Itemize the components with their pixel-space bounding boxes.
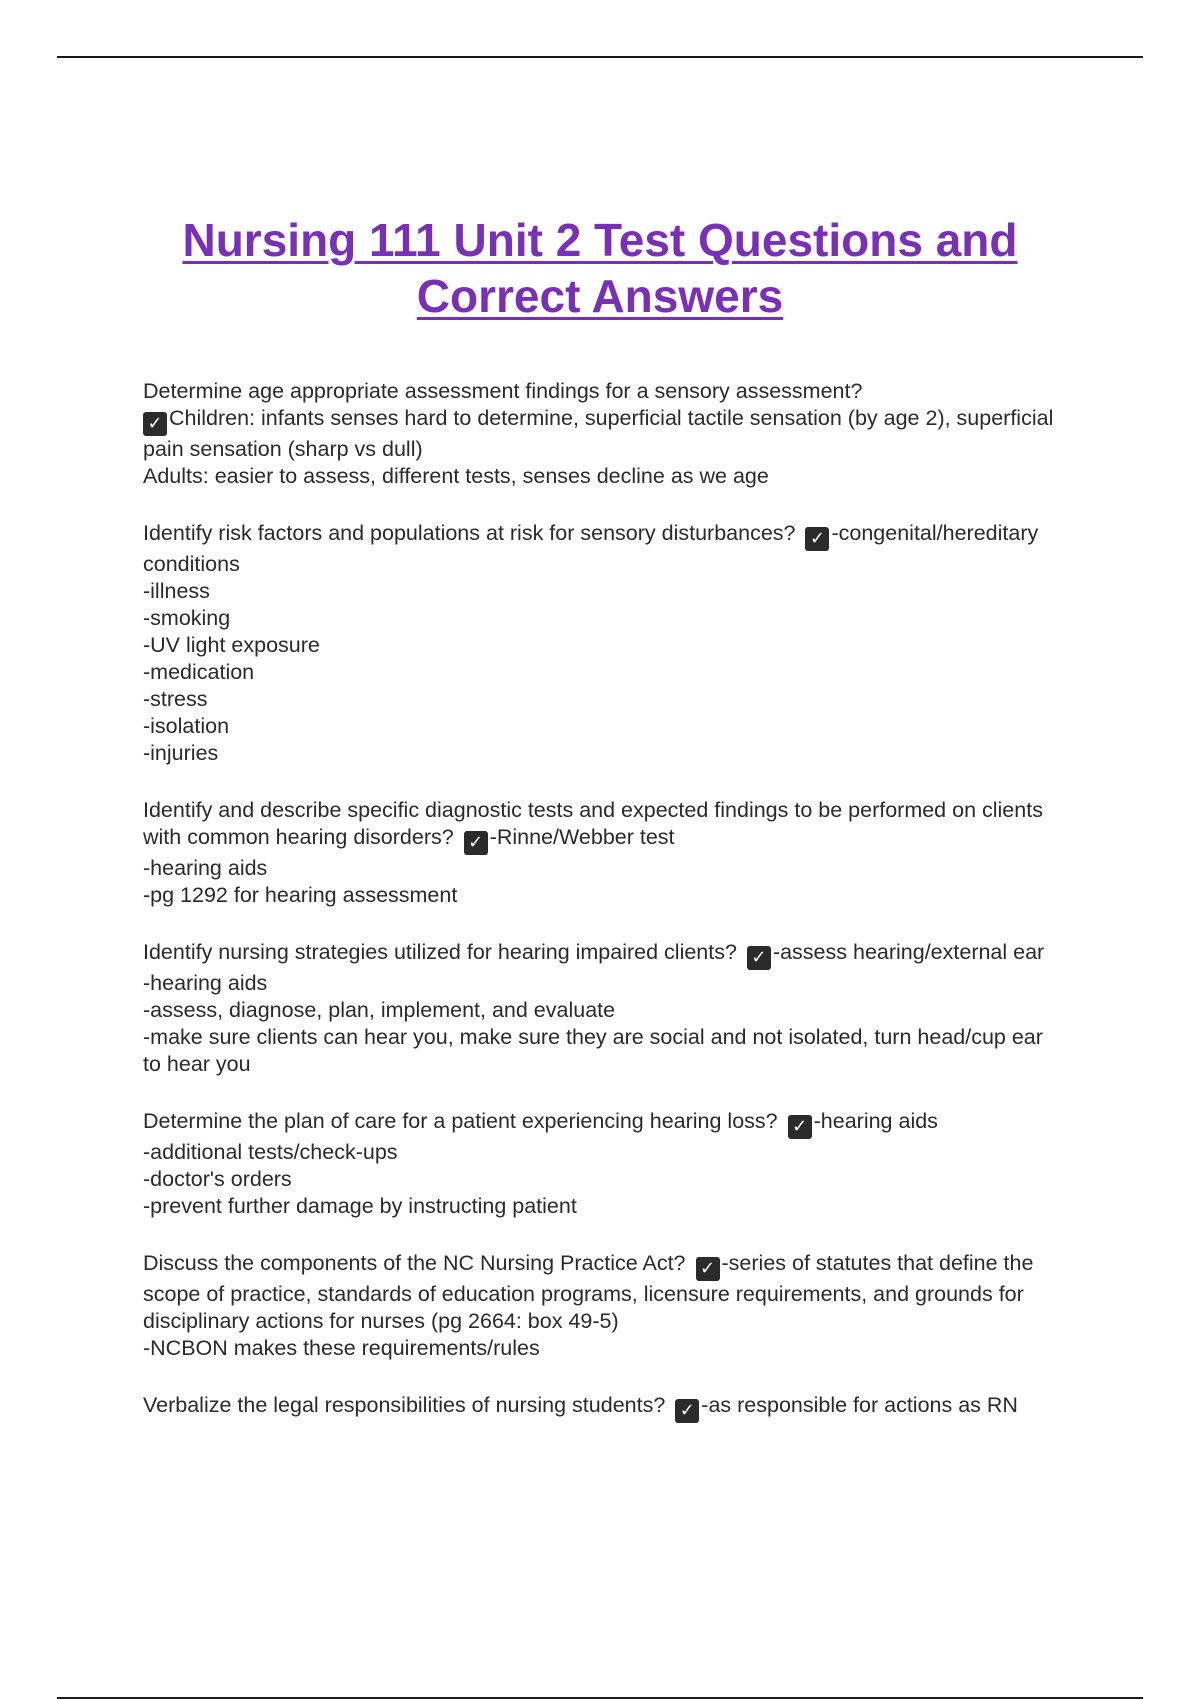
answer-line: -doctor's orders bbox=[143, 1167, 292, 1191]
question-text: Determine age appropriate assessment findings for a sensory assessment? bbox=[143, 379, 863, 403]
qa-item bbox=[143, 1108, 1063, 1220]
top-rule bbox=[57, 56, 1143, 58]
answer-line: -hearing aids bbox=[143, 856, 268, 880]
qa-text-line bbox=[143, 939, 1063, 970]
bottom-rule bbox=[57, 1697, 1143, 1699]
question-text: Identify risk factors and populations at risk for sensory disturbances? bbox=[143, 521, 796, 545]
qa-list bbox=[143, 378, 1063, 1453]
qa-text-line bbox=[143, 520, 1063, 578]
answer-line: -assess, diagnose, plan, implement, and evaluate bbox=[143, 998, 616, 1022]
qa-item bbox=[143, 520, 1063, 767]
document-title: Nursing 111 Unit 2 Test Questions and Correct Answers bbox=[182, 214, 1018, 322]
answer-line: Adults: easier to assess, different tests, senses decline as we age bbox=[143, 464, 769, 488]
answer-text-line bbox=[143, 405, 1063, 463]
answer-text: Children: infants senses hard to determine, superficial tactile sensation (by age 2), superficial pain sensation (sharp vs dull) bbox=[143, 406, 1054, 461]
qa-item bbox=[143, 1392, 1063, 1423]
question-text: Identify nursing strategies utilized for hearing impaired clients? bbox=[143, 940, 737, 964]
answer-line: -isolation bbox=[143, 714, 230, 738]
question-text: Identify and describe specific diagnostic tests and expected findings to be performed on clients with common hearing disorders? bbox=[143, 798, 1043, 849]
question-text: Discuss the components of the NC Nursing Practice Act? bbox=[143, 1251, 686, 1275]
qa-text-line bbox=[143, 797, 1063, 855]
answer-text: -assess hearing/external ear bbox=[772, 940, 1045, 964]
answer-line: -injuries bbox=[143, 741, 219, 765]
checkmark-box-icon: ✓ bbox=[747, 946, 771, 970]
qa-item bbox=[143, 1250, 1063, 1362]
checkmark-box-icon: ✓ bbox=[696, 1257, 720, 1281]
qa-text-line bbox=[143, 1108, 1063, 1139]
answer-text: -series of statutes that define the scope of practice, standards of education programs, licensure requirements, and grounds for disciplinary actions for nurses (pg 2664: box 49-5) bbox=[143, 1251, 1034, 1333]
answer-line: -hearing aids bbox=[143, 971, 268, 995]
answer-text: -hearing aids bbox=[813, 1109, 938, 1133]
answer-text: -congenital/hereditary conditions bbox=[143, 521, 1039, 576]
answer-line: -UV light exposure bbox=[143, 633, 320, 657]
checkmark-box-icon: ✓ bbox=[143, 412, 167, 436]
answer-line: -stress bbox=[143, 687, 208, 711]
answer-line: -additional tests/check-ups bbox=[143, 1140, 398, 1164]
checkmark-box-icon: ✓ bbox=[675, 1399, 699, 1423]
qa-item bbox=[143, 797, 1063, 909]
answer-line: -make sure clients can hear you, make sure they are social and not isolated, turn head/cup ear to hear you bbox=[143, 1025, 1043, 1076]
checkmark-box-icon: ✓ bbox=[464, 831, 488, 855]
answer-line: -pg 1292 for hearing assessment bbox=[143, 883, 458, 907]
qa-text-line bbox=[143, 1250, 1063, 1335]
answer-line: -NCBON makes these requirements/rules bbox=[143, 1336, 540, 1360]
checkmark-box-icon: ✓ bbox=[788, 1115, 812, 1139]
answer-line: -illness bbox=[143, 579, 210, 603]
checkmark-box-icon: ✓ bbox=[805, 527, 829, 551]
qa-item bbox=[143, 939, 1063, 1078]
qa-text-line bbox=[143, 1392, 1063, 1423]
answer-text: -as responsible for actions as RN bbox=[701, 1393, 1018, 1417]
answer-line: -prevent further damage by instructing patient bbox=[143, 1194, 577, 1218]
question-text: Verbalize the legal responsibilities of nursing students? bbox=[143, 1393, 666, 1417]
answer-text: -Rinne/Webber test bbox=[489, 825, 675, 849]
answer-line: -medication bbox=[143, 660, 255, 684]
question-text: Determine the plan of care for a patient experiencing hearing loss? bbox=[143, 1109, 778, 1133]
answer-line: -smoking bbox=[143, 606, 231, 630]
qa-item bbox=[143, 378, 1063, 490]
